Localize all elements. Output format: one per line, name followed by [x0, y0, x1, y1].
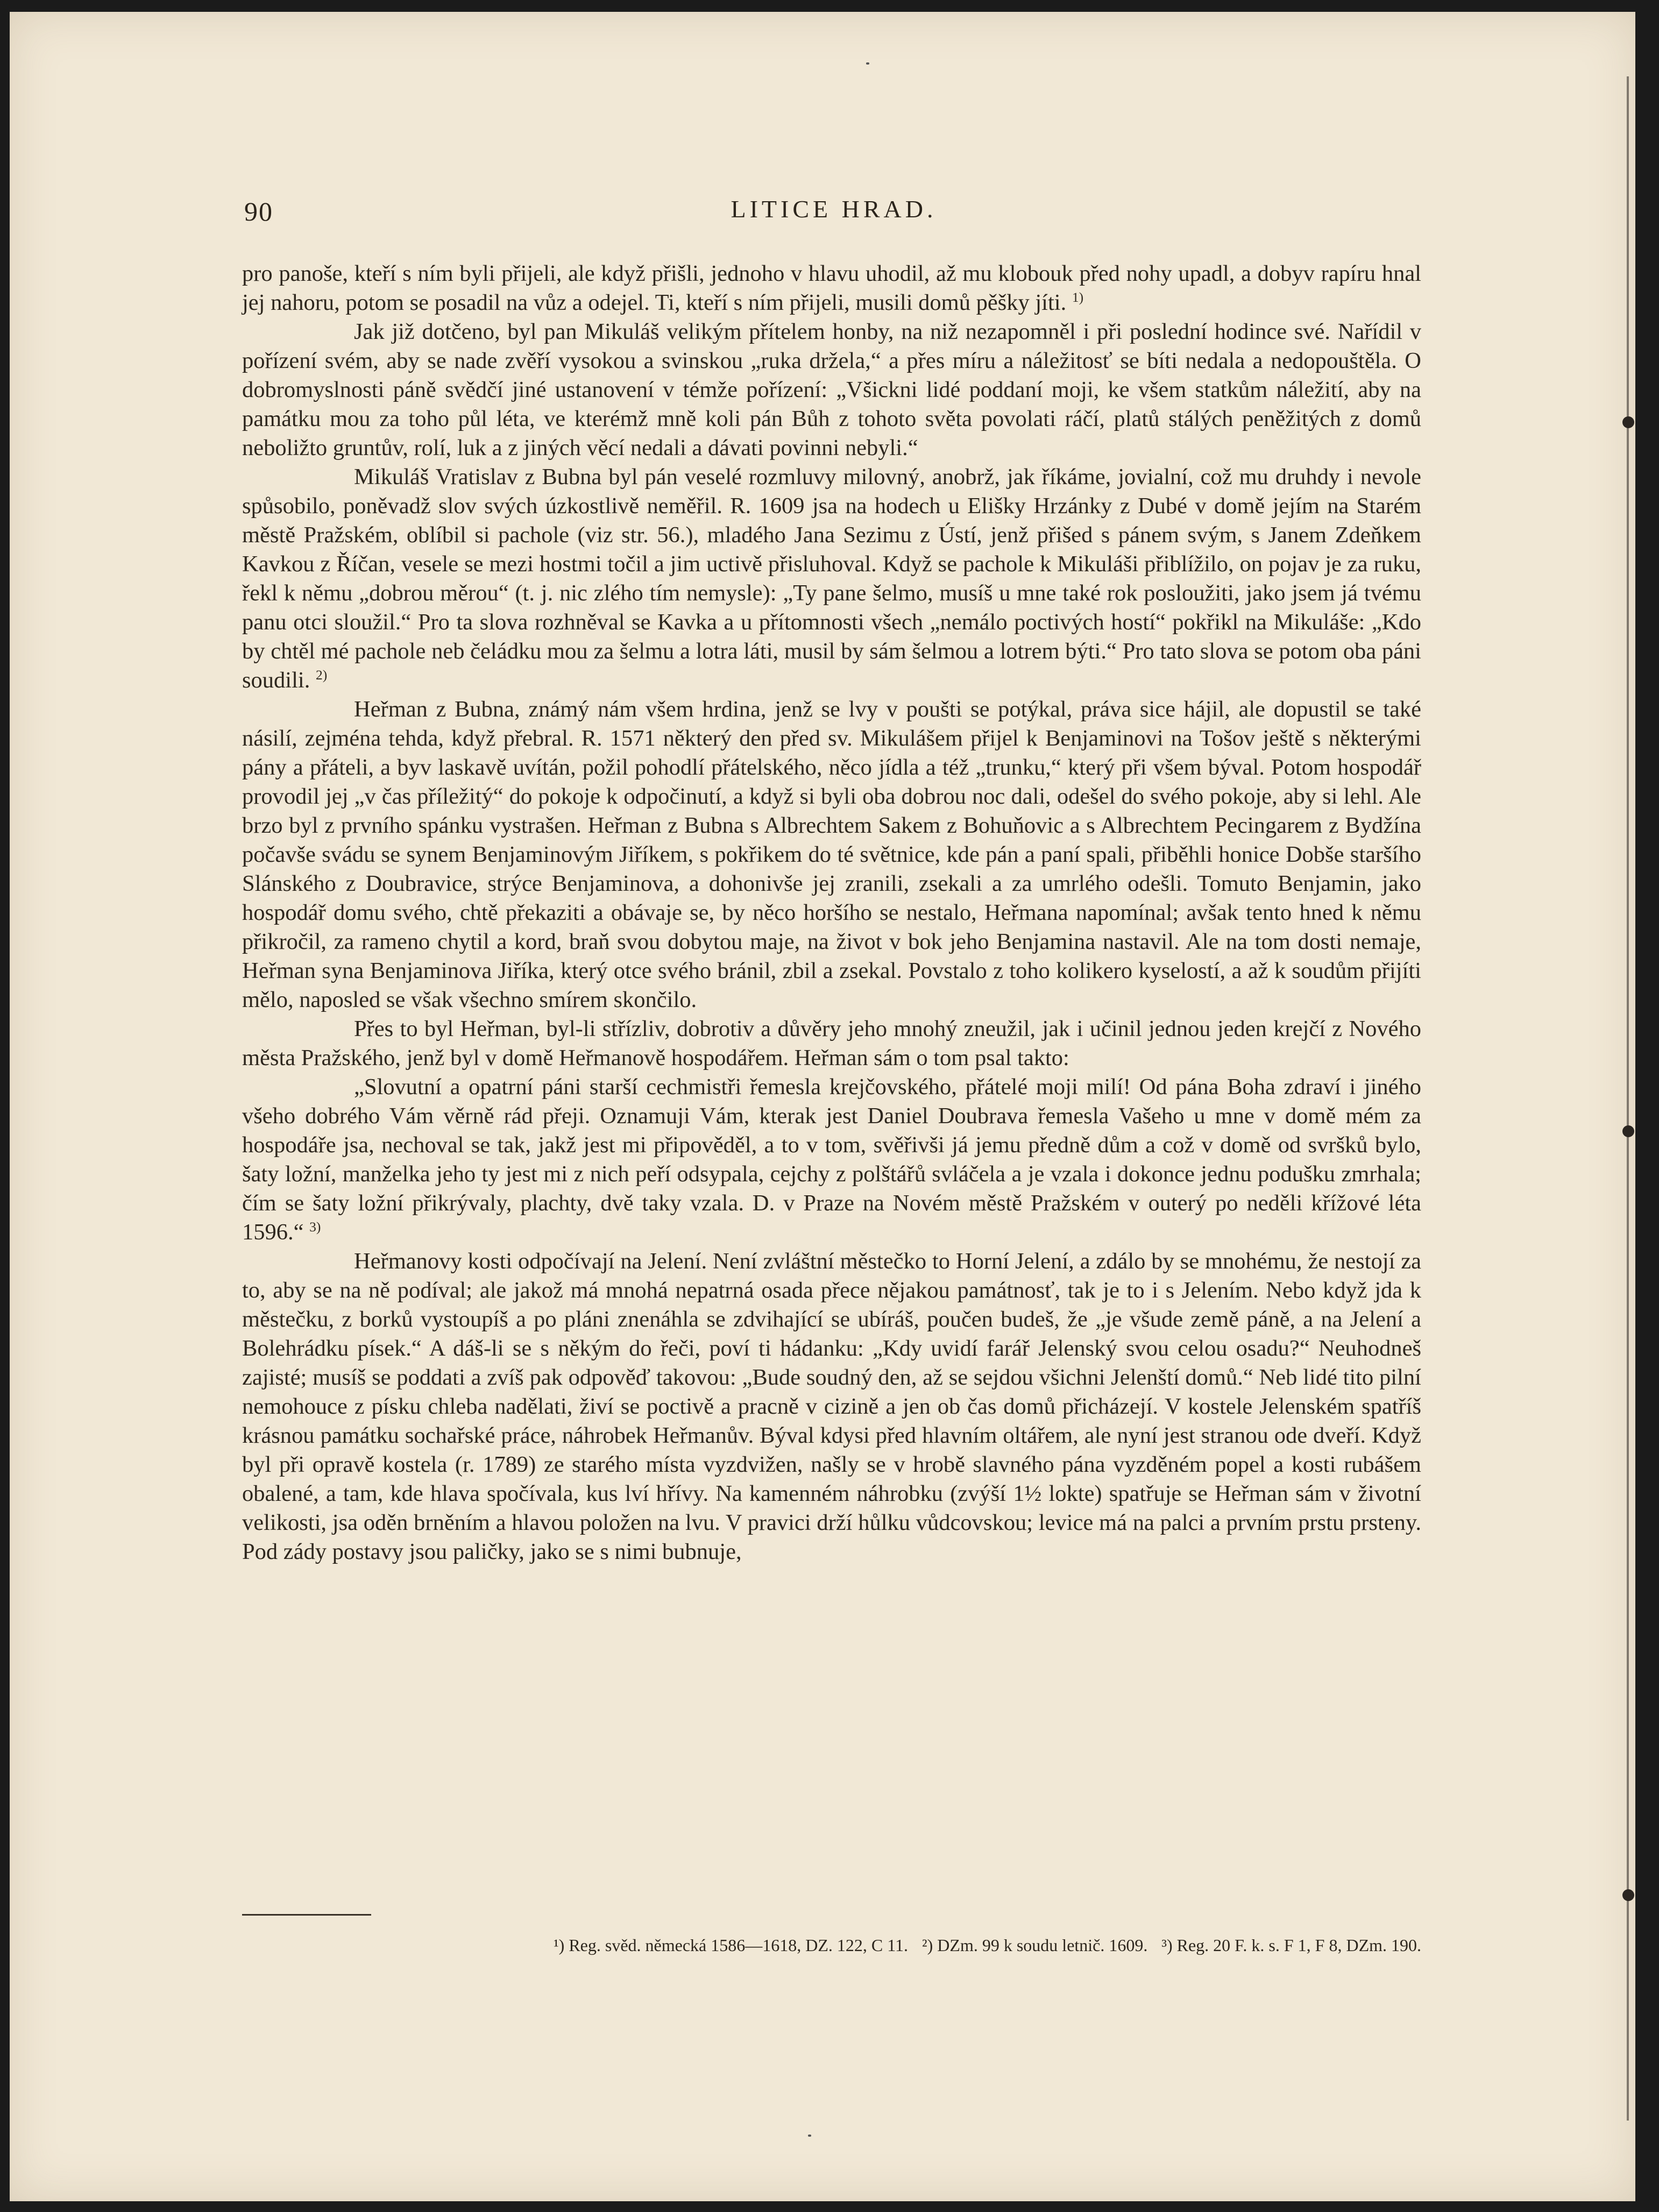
footnote: ¹) Reg. svěd. německá 1586—1618, DZ. 122, C 11. — [554, 1936, 909, 1955]
footnote: ³) Reg. 20 F. k. s. F 1, F 8, DZm. 190. — [1161, 1936, 1421, 1955]
body-text — [242, 259, 1421, 1566]
paragraph — [242, 1247, 1421, 1566]
paragraph-text: pro panoše, kteří s ním byli přijeli, ale když přišli, jednoho v hlavu uhodil, až mu klobouk před nohy upadl, a dobyv rapíru hnal jej nahoru, potom se posadil na vůz a odejel. Ti, kteří s ním přijeli, musili domů pěšky jíti. — [242, 261, 1421, 315]
running-title: LITICE HRAD. — [731, 195, 937, 223]
page-edge-line — [1627, 76, 1629, 2121]
paragraph — [242, 695, 1421, 1015]
print-speck — [866, 62, 869, 65]
paragraph-text: Mikuláš Vratislav z Bubna byl pán veselé rozmluvy milovný, anobrž, jak říkáme, jovialní, což mu druhdy i nevole spůsobilo, poněvadž slov svých úzkostlivě neměřil. R. 1609 jsa na hodech u Elišky Hrzánky z Dubé v domě jejím na Starém městě Pražském, oblíbil si pachole (viz str. 56.), mladého Jana Sezimu z Ústí, jenž přišed s pánem svým, s Janem Zdeňkem Kavkou z Říčan, vesele se mezi hostmi točil a jim uctivě přisluhoval. Když se pachole k Mikuláši přiblížilo, on pojav je za ruku, řekl k němu „dobrou měrou“ (t. j. nic zlého tím nemysle): „Ty pane šelmo, musíš u mne také rok posloužiti, jako jsem já tvému panu otci sloužil.“ Pro ta slova rozhněval se Kavka a u přítomnosti všech „nemálo poctivých hostí“ pokřikl na Mikuláše: „Kdo by chtěl mé pachole neb čeládku mou za šelmu a lotra láti, musil by sám šelmou a lotrem býti.“ Pro tato slova se potom oba páni soudili. — [242, 464, 1421, 693]
footnote: ²) DZm. 99 k soudu letnič. 1609. — [922, 1936, 1148, 1955]
page-number: 90 — [244, 196, 273, 226]
paragraph-text: „Slovutní a opatrní páni starší cechmistři řemesla krejčovského, přátelé moji milí! Od pána Boha zdraví i jiného všeho dobrého Vám věrně rád přeji. Oznamuji Vám, kterak jest Daniel Doubrava řemesla Vašeho u mne v domě mém za hospodáře jsa, nechoval se tak, jakž jest mi připověděl, a to v tom, svěřivši já jemu předně dům a což v domě od svršků bylo, šaty ložní, manželka jeho ty jest mi z nich peří odsypala, cejchy z polštářů svláčela a je vzala i dokonce jednu podušku zmrhala; čím se šaty ložní přikrývaly, plachty, dvě taky vzala. D. v Praze na Novém městě Pražském v outerý po neděli křížové léta 1596.“ — [242, 1074, 1421, 1245]
footnote-reference: 1) — [1072, 289, 1084, 305]
paragraph — [242, 259, 1421, 317]
quoted-letter-paragraph — [242, 1073, 1421, 1247]
page-header — [231, 192, 1436, 235]
footnote-rule — [242, 1914, 371, 1916]
book-page — [10, 12, 1635, 2201]
paragraph-text: Heřman z Bubna, známý nám všem hrdina, jenž se lvy v poušti se potýkal, práva sice hájil, ale dopustil se také násilí, zejména tehda, když přebral. R. 1571 některý den před sv. Mikulášem přijel k Benjaminovi na Tošov ještě s některými pány a přáteli, a byv laskavě uvítán, požil pohodlí přátelského, něco jídla a též „trunku,“ který při všem býval. Potom hospodář provodil jej „v čas příležitý“ do pokoje k odpočinutí, a když si byli oba dobrou noc dali, odešel do svého pokoje, aby si lehl. Ale brzo byl z prvního spánku vystrašen. Heřman z Bubna s Albrechtem Sakem z Bohuňovic a s Albrechtem Pecingarem z Bydžína počavše svádu se synem Benjaminovým Jiříkem, s pokřikem do té světnice, kde pán a paní spali, přiběhli honice Dobše staršího Slánského z Doubravice, strýce Benjaminova, a dohonivše jej zranili, zsekali a za umrlého odešli. Tomuto Benjamin, jako hospodář domu svého, chtě překaziti a obávaje se, by něco horšího se nestalo, Heřmana napomínal; avšak tento hned k němu přikročil, za rameno chytil a kord, braň svou dobytou maje, na život v bok jeho Benjamina nastavil. Ale na tom dosti nemaje, Heřman syna Benjaminova Jiříka, který otce svého bránil, zbil a zsekal. Povstalo z toho kolikero kyselostí, a až k soudům přijíti mělo, naposled se však všechno smírem skončilo. — [242, 697, 1421, 1012]
paragraph-text: Jak již dotčeno, byl pan Mikuláš velikým přítelem honby, na niž nezapomněl i při poslední hodince své. Nařídil v pořízení svém, aby se nade zvěří vysokou a svinskou „ruka držela,“ a přes míru a náležitosť se bíti nedala a nedopouštěla. O dobromyslnosti páně svědčí jiné ustanovení v témže pořízení: „Všickni lidé poddaní moji, ke všem statkům náležití, aby na památku mou za toho půl léta, ve kterémž mně koli pán Bůh z tohoto světa povolati ráčí, platů stálých peněžitých z domů neboližto gruntův, rolí, luk a z jiných věcí nedali a dávati povinni nebyli.“ — [242, 319, 1421, 460]
edge-mark — [1622, 1125, 1634, 1137]
footnote-reference: 3) — [309, 1218, 321, 1235]
paragraph — [242, 1015, 1421, 1073]
edge-mark — [1622, 1889, 1634, 1901]
footnote-reference: 2) — [315, 667, 328, 683]
paragraph — [242, 463, 1421, 695]
paragraph-text: Heřmanovy kosti odpočívají na Jelení. Není zvláštní městečko to Horní Jelení, a zdálo by se mnohému, že nestojí za to, aby se na ně podíval; ale jakož má mnohá nepatrná osada přece nějakou památnosť, tak je to i s Jelením. Nebo když jda k městečku, z borků vystoupíš a po pláni znenáhla se zdvihající se ubíráš, poučen budeš, že „je všude země páně, a na Jelení a Bolehrádku písek.“ A dáš-li se s někým do řeči, poví ti hádanku: „Kdy uvidí farář Jelenský svou celou osadu?“ Neuhodneš zajisté; musíš se poddati a zvíš pak odpověď takovou: „Bude soudný den, až se sejdou všichni Jelenští domů.“ Neb lidé tito pilní nemohouce z písku chleba nadělati, živí se poctivě a pracně v cizině a jen ob čas domů přicházejí. V kostele Jelenském spatříš krásnou památku sochařské práce, náhrobek Heřmanův. Býval kdysi před hlavním oltářem, ale nyní jest stranou ode dveří. Když byl při opravě kostela (r. 1789) ze starého místa vyzdvižen, našly se v hrobě slavného pána vyzděném popel a kosti rubášem obalené, a tam, kde hlava spočívala, kus lví hřívy. Na kamenném náhrobku (zvýší 1½ lokte) spatřuje se Heřman sám v životní velikosti, jsa oděn brněním a hlavou položen na lvu. V pravici drží hůlku vůdcovskou; levice má na palci a prvním prstu prsteny. Pod zády postavy jsou paličky, jako se s nimi bubnuje, — [242, 1249, 1421, 1564]
paragraph-text: Přes to byl Heřman, byl-li střízliv, dobrotiv a důvěry jeho mnohý zneužil, jak i učinil jednou jeden krejčí z Nového města Pražského, jenž byl v domě Heřmanově hospodářem. Heřman sám o tom psal takto: — [242, 1016, 1421, 1070]
footnotes — [242, 1933, 1421, 1957]
paragraph — [242, 317, 1421, 463]
print-speck — [808, 2135, 811, 2137]
edge-mark — [1622, 416, 1634, 428]
